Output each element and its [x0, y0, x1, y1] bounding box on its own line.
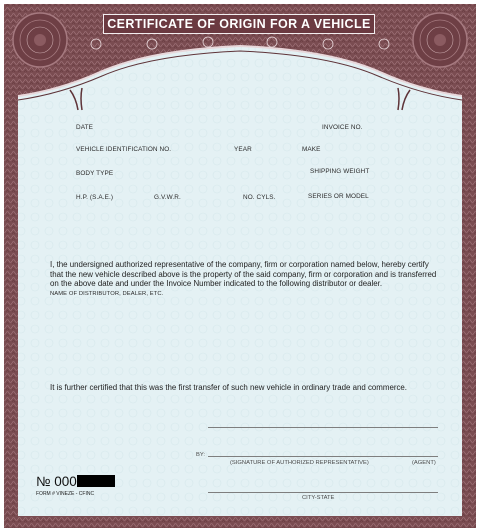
vin-label: VEHICLE IDENTIFICATION NO.	[76, 146, 172, 153]
cyls-label: NO. CYLS.	[243, 194, 276, 201]
agent-label: (AGENT)	[412, 460, 436, 466]
date-label: DATE	[76, 124, 93, 131]
form-code: FORM # VINEZE - CFINC	[36, 491, 95, 497]
invoice-no-label: INVOICE NO.	[322, 124, 363, 131]
gvwr-label: G.V.W.R.	[154, 194, 181, 201]
series-model-label: SERIES OR MODEL	[308, 193, 369, 200]
certificate-title: CERTIFICATE OF ORIGIN FOR A VEHICLE	[103, 14, 375, 34]
right-rosette	[413, 13, 467, 67]
city-state-label: CITY-STATE	[302, 495, 335, 501]
make-label: MAKE	[302, 146, 321, 153]
signature-line-upper	[208, 427, 438, 428]
signature-line[interactable]	[208, 456, 438, 457]
left-rosette	[13, 13, 67, 67]
city-state-line[interactable]	[208, 492, 438, 493]
distributor-label: NAME OF DISTRIBUTOR, DEALER, ETC.	[50, 291, 164, 297]
first-transfer-text: It is further certified that this was the first transfer of such new vehicle in ordinary trade and commerce.	[50, 383, 407, 392]
body-type-label: BODY TYPE	[76, 170, 114, 177]
by-label: BY:	[196, 452, 206, 458]
shipping-weight-label: SHIPPING WEIGHT	[310, 168, 370, 175]
year-label: YEAR	[234, 146, 252, 153]
certification-paragraph: I, the undersigned authorized representative of the company, firm or corporation named below, hereby certify that the new vehicle described above is the property of the said company, firm or corporation and is transferred on the above date and under the Invoice Number indicated to the following distributor or dealer.	[50, 260, 437, 289]
redaction-bar	[77, 475, 115, 487]
serial-number	[36, 474, 115, 489]
hp-label: H.P. (S.A.E.)	[76, 194, 114, 201]
signature-label: (SIGNATURE OF AUTHORIZED REPRESENTATIVE)	[230, 460, 369, 466]
serial-prefix: № 000	[36, 474, 77, 489]
